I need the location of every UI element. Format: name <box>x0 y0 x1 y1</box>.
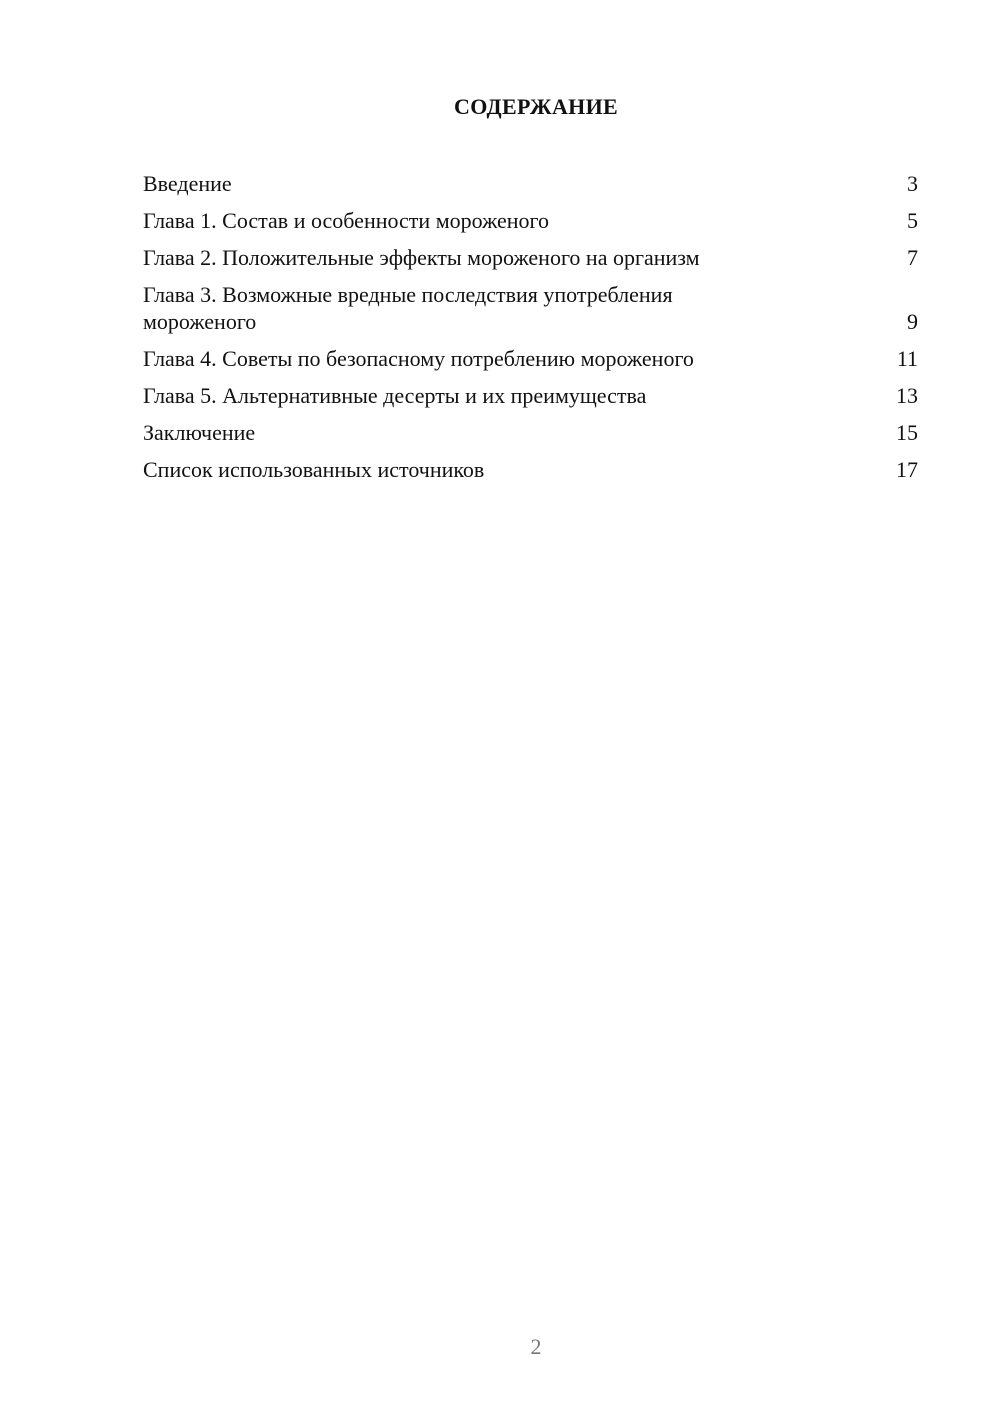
toc-entry-title: Глава 1. Состав и особенности мороженого <box>143 208 549 233</box>
toc-entry-references <box>143 456 918 483</box>
toc-entry-chapter-1 <box>143 207 918 234</box>
table-of-contents <box>143 170 918 493</box>
toc-entry-title: Введение <box>143 171 232 196</box>
toc-entry-page: 9 <box>907 309 918 334</box>
toc-entry-page: 7 <box>907 245 918 270</box>
toc-entry-page: 5 <box>907 208 918 233</box>
toc-entry-page: 17 <box>896 457 918 482</box>
toc-entry-page: 3 <box>907 171 918 196</box>
toc-entry-conclusion <box>143 419 918 446</box>
toc-entry-title: Глава 3. Возможные вредные последствия употребления мороженого <box>143 282 673 334</box>
toc-entry-chapter-3 <box>143 281 918 335</box>
toc-entry-introduction <box>143 170 918 197</box>
toc-entry-title: Глава 2. Положительные эффекты мороженого на организм <box>143 245 700 270</box>
toc-entry-title: Глава 5. Альтернативные десерты и их преимущества <box>143 383 647 408</box>
toc-entry-title: Заключение <box>143 420 256 445</box>
toc-entry-chapter-2 <box>143 244 918 271</box>
toc-entry-chapter-4 <box>143 345 918 372</box>
toc-entry-page: 13 <box>896 383 918 408</box>
page-number: 2 <box>530 1334 542 1359</box>
toc-entry-chapter-5 <box>143 382 918 409</box>
page-title: СОДЕРЖАНИЕ <box>454 94 618 119</box>
toc-entry-title: Список использованных источников <box>143 457 485 482</box>
toc-entry-page: 11 <box>896 346 918 371</box>
toc-entry-page: 15 <box>896 420 918 445</box>
toc-entry-title: Глава 4. Советы по безопасному потреблению мороженого <box>143 346 694 371</box>
